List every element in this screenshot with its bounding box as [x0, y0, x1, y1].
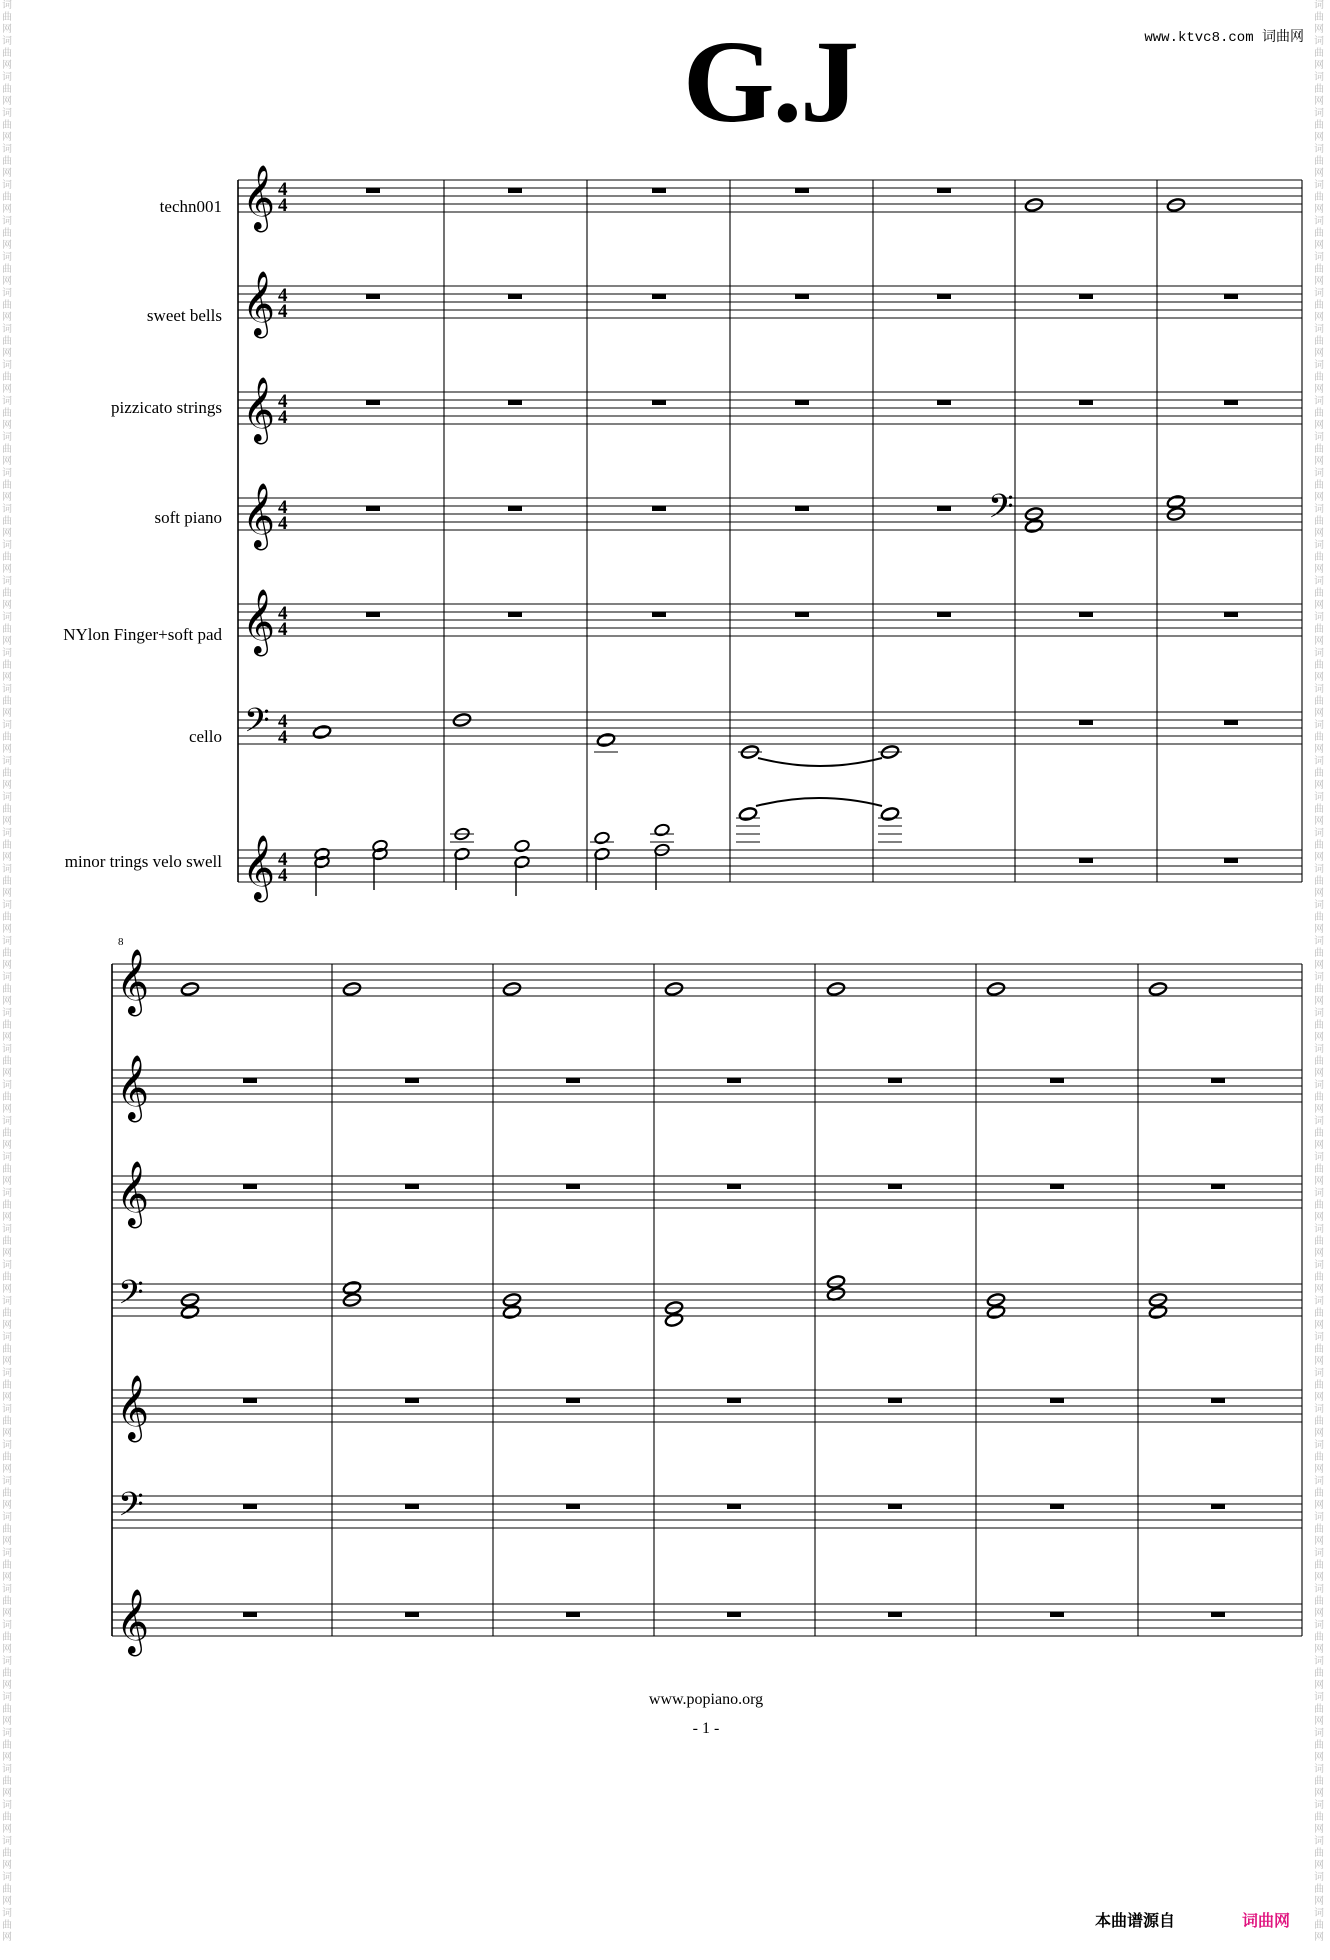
treble-clef-icon: 𝄞 [116, 1375, 150, 1440]
time-signature-bottom: 4 [278, 195, 288, 216]
clefs [116, 165, 1014, 1656]
instrument-label-pizzicato-strings: pizzicato strings [111, 398, 222, 417]
whole-note [826, 981, 845, 996]
whole-note [312, 724, 331, 739]
whole-note [826, 1274, 845, 1289]
whole-rest [243, 1078, 257, 1083]
whole-rest [888, 1504, 902, 1509]
whole-rest [1224, 858, 1238, 863]
whole-rest [243, 1398, 257, 1403]
bass-clef-icon: 𝄢 [244, 702, 270, 748]
instrument-label-minor-strings: minor trings velo swell [64, 852, 222, 871]
whole-rest [937, 400, 951, 405]
whole-rest [1079, 858, 1093, 863]
time-signature-bottom: 4 [278, 407, 288, 428]
time-signature-top: 4 [278, 849, 288, 870]
whole-rest [727, 1184, 741, 1189]
whole-rest [1211, 1078, 1225, 1083]
whole-rest [937, 506, 951, 511]
whole-note [664, 1312, 683, 1327]
whole-rest [405, 1612, 419, 1617]
whole-rest [1079, 612, 1093, 617]
bass-clef-icon: 𝄢 [118, 1486, 144, 1532]
whole-rest [366, 612, 380, 617]
page-number: - 1 - [692, 1720, 720, 1737]
treble-clef-icon: 𝄞 [242, 589, 276, 654]
half-note [514, 839, 530, 853]
whole-note [596, 732, 615, 747]
treble-clef-icon: 𝄞 [116, 949, 150, 1014]
time-signature-top: 4 [278, 711, 288, 732]
whole-rest [566, 1612, 580, 1617]
whole-rest [566, 1078, 580, 1083]
whole-rest [1224, 294, 1238, 299]
whole-rest [508, 400, 522, 405]
whole-rest [795, 612, 809, 617]
whole-rest [937, 612, 951, 617]
whole-note [342, 981, 361, 996]
whole-rest [508, 506, 522, 511]
instrument-label-sweet-bells: sweet bells [146, 306, 222, 325]
whole-note [1166, 197, 1185, 212]
whole-rest [937, 294, 951, 299]
whole-rest [1050, 1078, 1064, 1083]
time-signature-top: 4 [278, 391, 288, 412]
whole-note [502, 981, 521, 996]
whole-rest [652, 612, 666, 617]
time-signature-bottom: 4 [278, 301, 288, 322]
whole-rest [1224, 400, 1238, 405]
whole-rest [1050, 1504, 1064, 1509]
whole-rest [652, 400, 666, 405]
whole-rest [405, 1184, 419, 1189]
whole-rest [1079, 294, 1093, 299]
whole-rest [1224, 720, 1238, 725]
whole-rest [727, 1078, 741, 1083]
treble-clef-icon: 𝄞 [116, 1161, 150, 1226]
notes-and-rests [180, 188, 1238, 1617]
whole-rest [366, 506, 380, 511]
site-name: 词曲网 [1262, 29, 1304, 45]
source-label: 本曲谱源自 [1095, 1911, 1176, 1930]
whole-rest [243, 1612, 257, 1617]
whole-rest [366, 400, 380, 405]
whole-rest [937, 188, 951, 193]
whole-note [986, 1304, 1005, 1319]
whole-rest [1211, 1612, 1225, 1617]
whole-note [738, 806, 757, 821]
measure-number: 8 [118, 936, 124, 948]
whole-rest [508, 294, 522, 299]
whole-rest [405, 1078, 419, 1083]
whole-rest [795, 506, 809, 511]
whole-rest [1211, 1398, 1225, 1403]
footer-url[interactable]: www.popiano.org [648, 1691, 764, 1708]
whole-rest [566, 1398, 580, 1403]
whole-rest [888, 1184, 902, 1189]
whole-note [1024, 518, 1043, 533]
treble-clef-icon: 𝄞 [242, 271, 276, 336]
whole-note [1148, 981, 1167, 996]
whole-rest [727, 1504, 741, 1509]
whole-note [1166, 494, 1185, 509]
time-signature-top: 4 [278, 179, 288, 200]
whole-rest [366, 188, 380, 193]
whole-note [880, 806, 899, 821]
barlines [112, 180, 1302, 1636]
treble-clef-icon: 𝄞 [242, 483, 276, 548]
whole-note [1148, 1304, 1167, 1319]
instrument-label-nylon-finger: NYlon Finger+soft pad [63, 625, 222, 644]
time-signature-bottom: 4 [278, 727, 288, 748]
whole-rest [888, 1398, 902, 1403]
whole-note [180, 981, 199, 996]
time-signature-bottom: 4 [278, 619, 288, 640]
whole-rest [1050, 1184, 1064, 1189]
time-signature-bottom: 4 [278, 865, 288, 886]
whole-rest [566, 1184, 580, 1189]
whole-rest [888, 1078, 902, 1083]
whole-note [180, 1304, 199, 1319]
instrument-label-cello: cello [188, 727, 222, 746]
whole-rest [1211, 1504, 1225, 1509]
whole-rest [888, 1612, 902, 1617]
bass-clef-icon: 𝄢 [118, 1274, 144, 1320]
whole-rest [1079, 400, 1093, 405]
margin-watermark-left: 词曲网词曲网词曲网词曲网词曲网词曲网词曲网词曲网词曲网词曲网词曲网词曲网词曲网词曲网词曲网词曲网词曲网词曲网词曲网词曲网词曲网词曲网词曲网词曲网词曲网词曲网词曲网词曲网词曲网词曲网词曲网词曲网词曲网词曲网词曲网词曲网词曲网词曲网词曲网词曲网词曲网词曲网词曲网词曲网词曲网词曲网词曲网词曲网词曲网词曲网词曲网词曲网词曲网词曲网 [2, 0, 12, 1943]
whole-rest [727, 1398, 741, 1403]
whole-rest [508, 612, 522, 617]
whole-rest [405, 1504, 419, 1509]
whole-rest [1211, 1184, 1225, 1189]
instrument-label-techn001: techn001 [159, 197, 222, 216]
whole-rest [1079, 720, 1093, 725]
whole-rest [366, 294, 380, 299]
whole-rest [652, 506, 666, 511]
time-signature-top: 4 [278, 285, 288, 306]
treble-clef-icon: 𝄞 [242, 835, 276, 900]
whole-rest [1050, 1612, 1064, 1617]
source-brand[interactable]: 词曲网 [1242, 1911, 1291, 1930]
whole-rest [1224, 612, 1238, 617]
whole-rest [795, 400, 809, 405]
whole-rest [243, 1184, 257, 1189]
whole-note [826, 1286, 845, 1301]
whole-rest [566, 1504, 580, 1509]
whole-note [502, 1304, 521, 1319]
whole-rest [405, 1398, 419, 1403]
tie [758, 758, 882, 766]
time-signature-top: 4 [278, 603, 288, 624]
whole-rest [795, 294, 809, 299]
time-signature-bottom: 4 [278, 513, 288, 534]
instrument-label-soft-piano: soft piano [154, 508, 222, 527]
whole-rest [652, 188, 666, 193]
tie [756, 798, 882, 806]
whole-note [1024, 197, 1043, 212]
whole-rest [243, 1504, 257, 1509]
half-note [654, 823, 670, 837]
whole-rest [727, 1612, 741, 1617]
whole-note [342, 1280, 361, 1295]
whole-note [986, 981, 1005, 996]
whole-rest [795, 188, 809, 193]
whole-rest [508, 188, 522, 193]
time-signature-top: 4 [278, 497, 288, 518]
whole-rest [652, 294, 666, 299]
half-note [594, 831, 610, 845]
margin-watermark-right: 词曲网词曲网词曲网词曲网词曲网词曲网词曲网词曲网词曲网词曲网词曲网词曲网词曲网词曲网词曲网词曲网词曲网词曲网词曲网词曲网词曲网词曲网词曲网词曲网词曲网词曲网词曲网词曲网词曲网词曲网词曲网词曲网词曲网词曲网词曲网词曲网词曲网词曲网词曲网词曲网词曲网词曲网词曲网词曲网词曲网词曲网词曲网词曲网词曲网词曲网词曲网词曲网词曲网词曲网 [1314, 0, 1324, 1943]
site-url[interactable]: www.ktvc8.com [1144, 30, 1254, 46]
treble-clef-icon: 𝄞 [242, 165, 276, 230]
whole-rest [1050, 1398, 1064, 1403]
treble-clef-icon: 𝄞 [116, 1589, 150, 1654]
treble-clef-icon: 𝄞 [242, 377, 276, 442]
whole-note [664, 981, 683, 996]
treble-clef-icon: 𝄞 [116, 1055, 150, 1120]
staff-lines [112, 180, 1302, 1636]
score-title: G.J [682, 16, 858, 147]
bass-clef-icon: 𝄢 [988, 488, 1014, 534]
